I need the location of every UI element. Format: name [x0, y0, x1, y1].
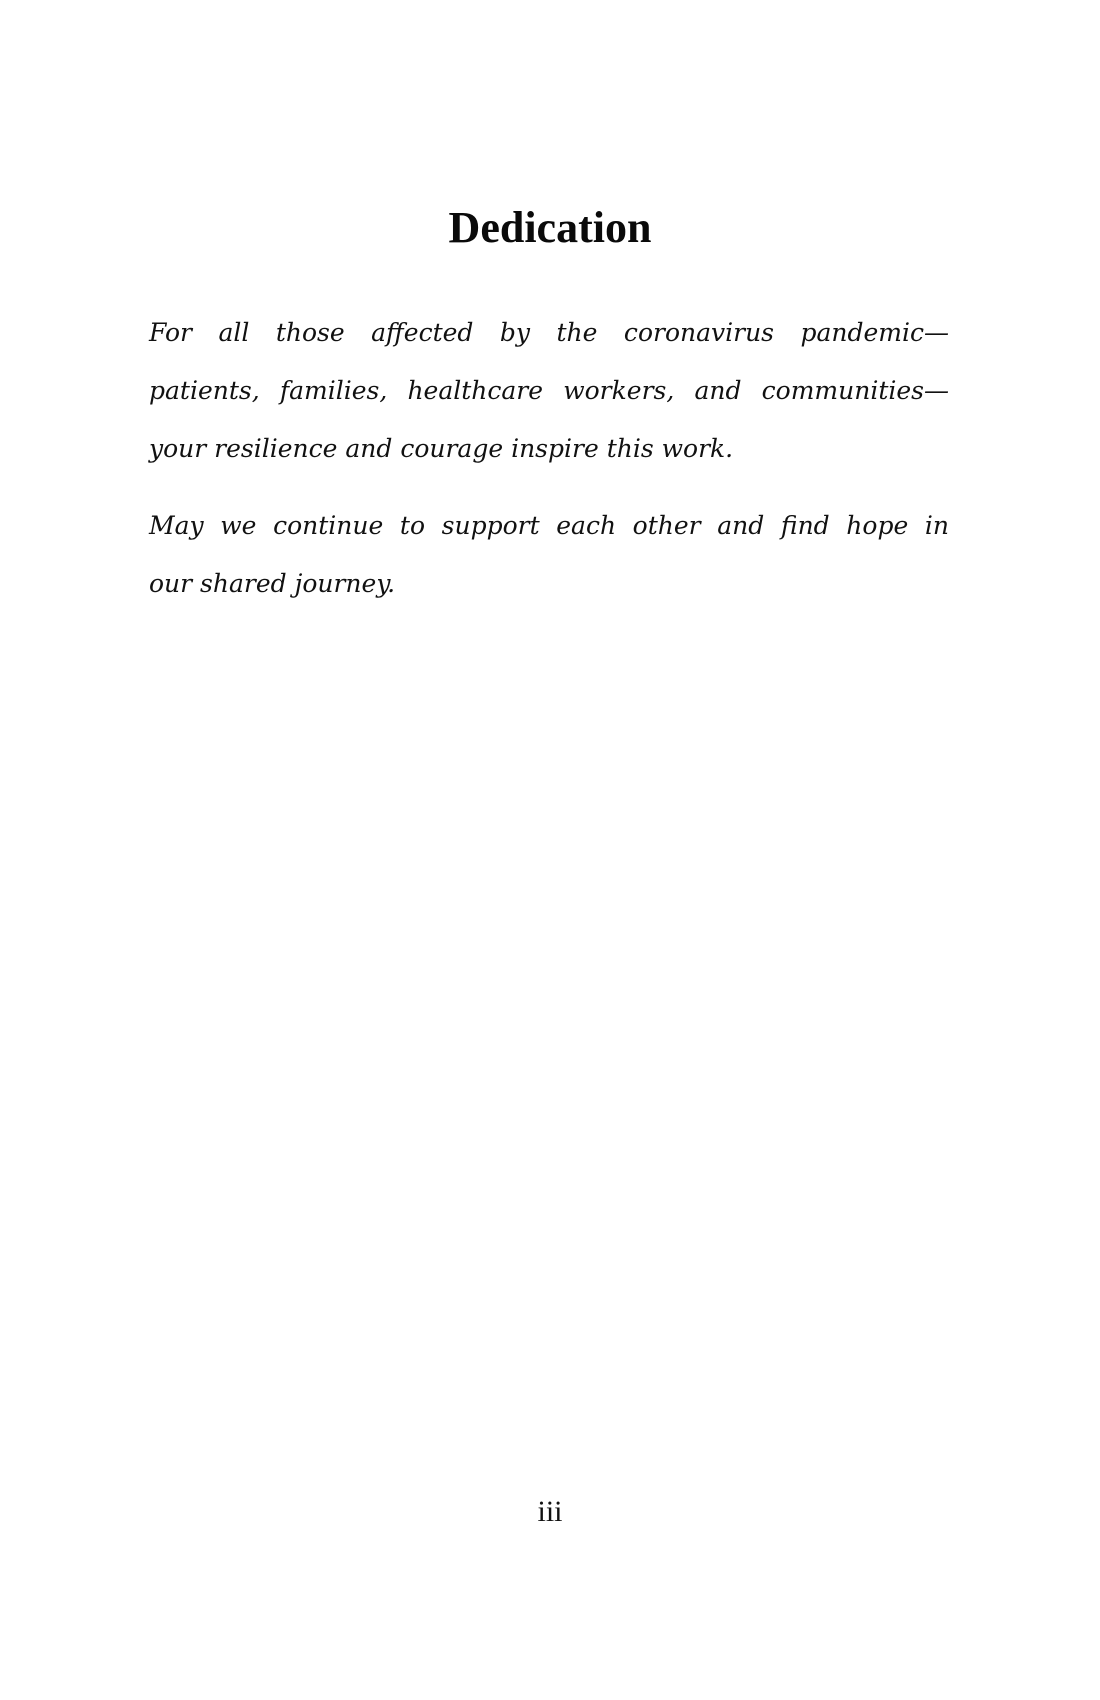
dedication-paragraph-1: [149, 304, 949, 478]
text-line: May we continue to support each other and find hope in: [149, 511, 949, 540]
text-line: patients, families, healthcare workers, and communities—: [149, 376, 949, 405]
page-title: Dedication: [448, 203, 652, 252]
dedication-paragraph-2: [149, 497, 949, 613]
text-line: For all those affected by the coronavirus pandemic—: [149, 318, 949, 347]
dedication-text: [149, 304, 949, 632]
text-line: our shared journey.: [149, 569, 396, 598]
page-number: iii: [537, 1495, 563, 1528]
text-line: your resilience and courage inspire this work.: [149, 434, 734, 463]
